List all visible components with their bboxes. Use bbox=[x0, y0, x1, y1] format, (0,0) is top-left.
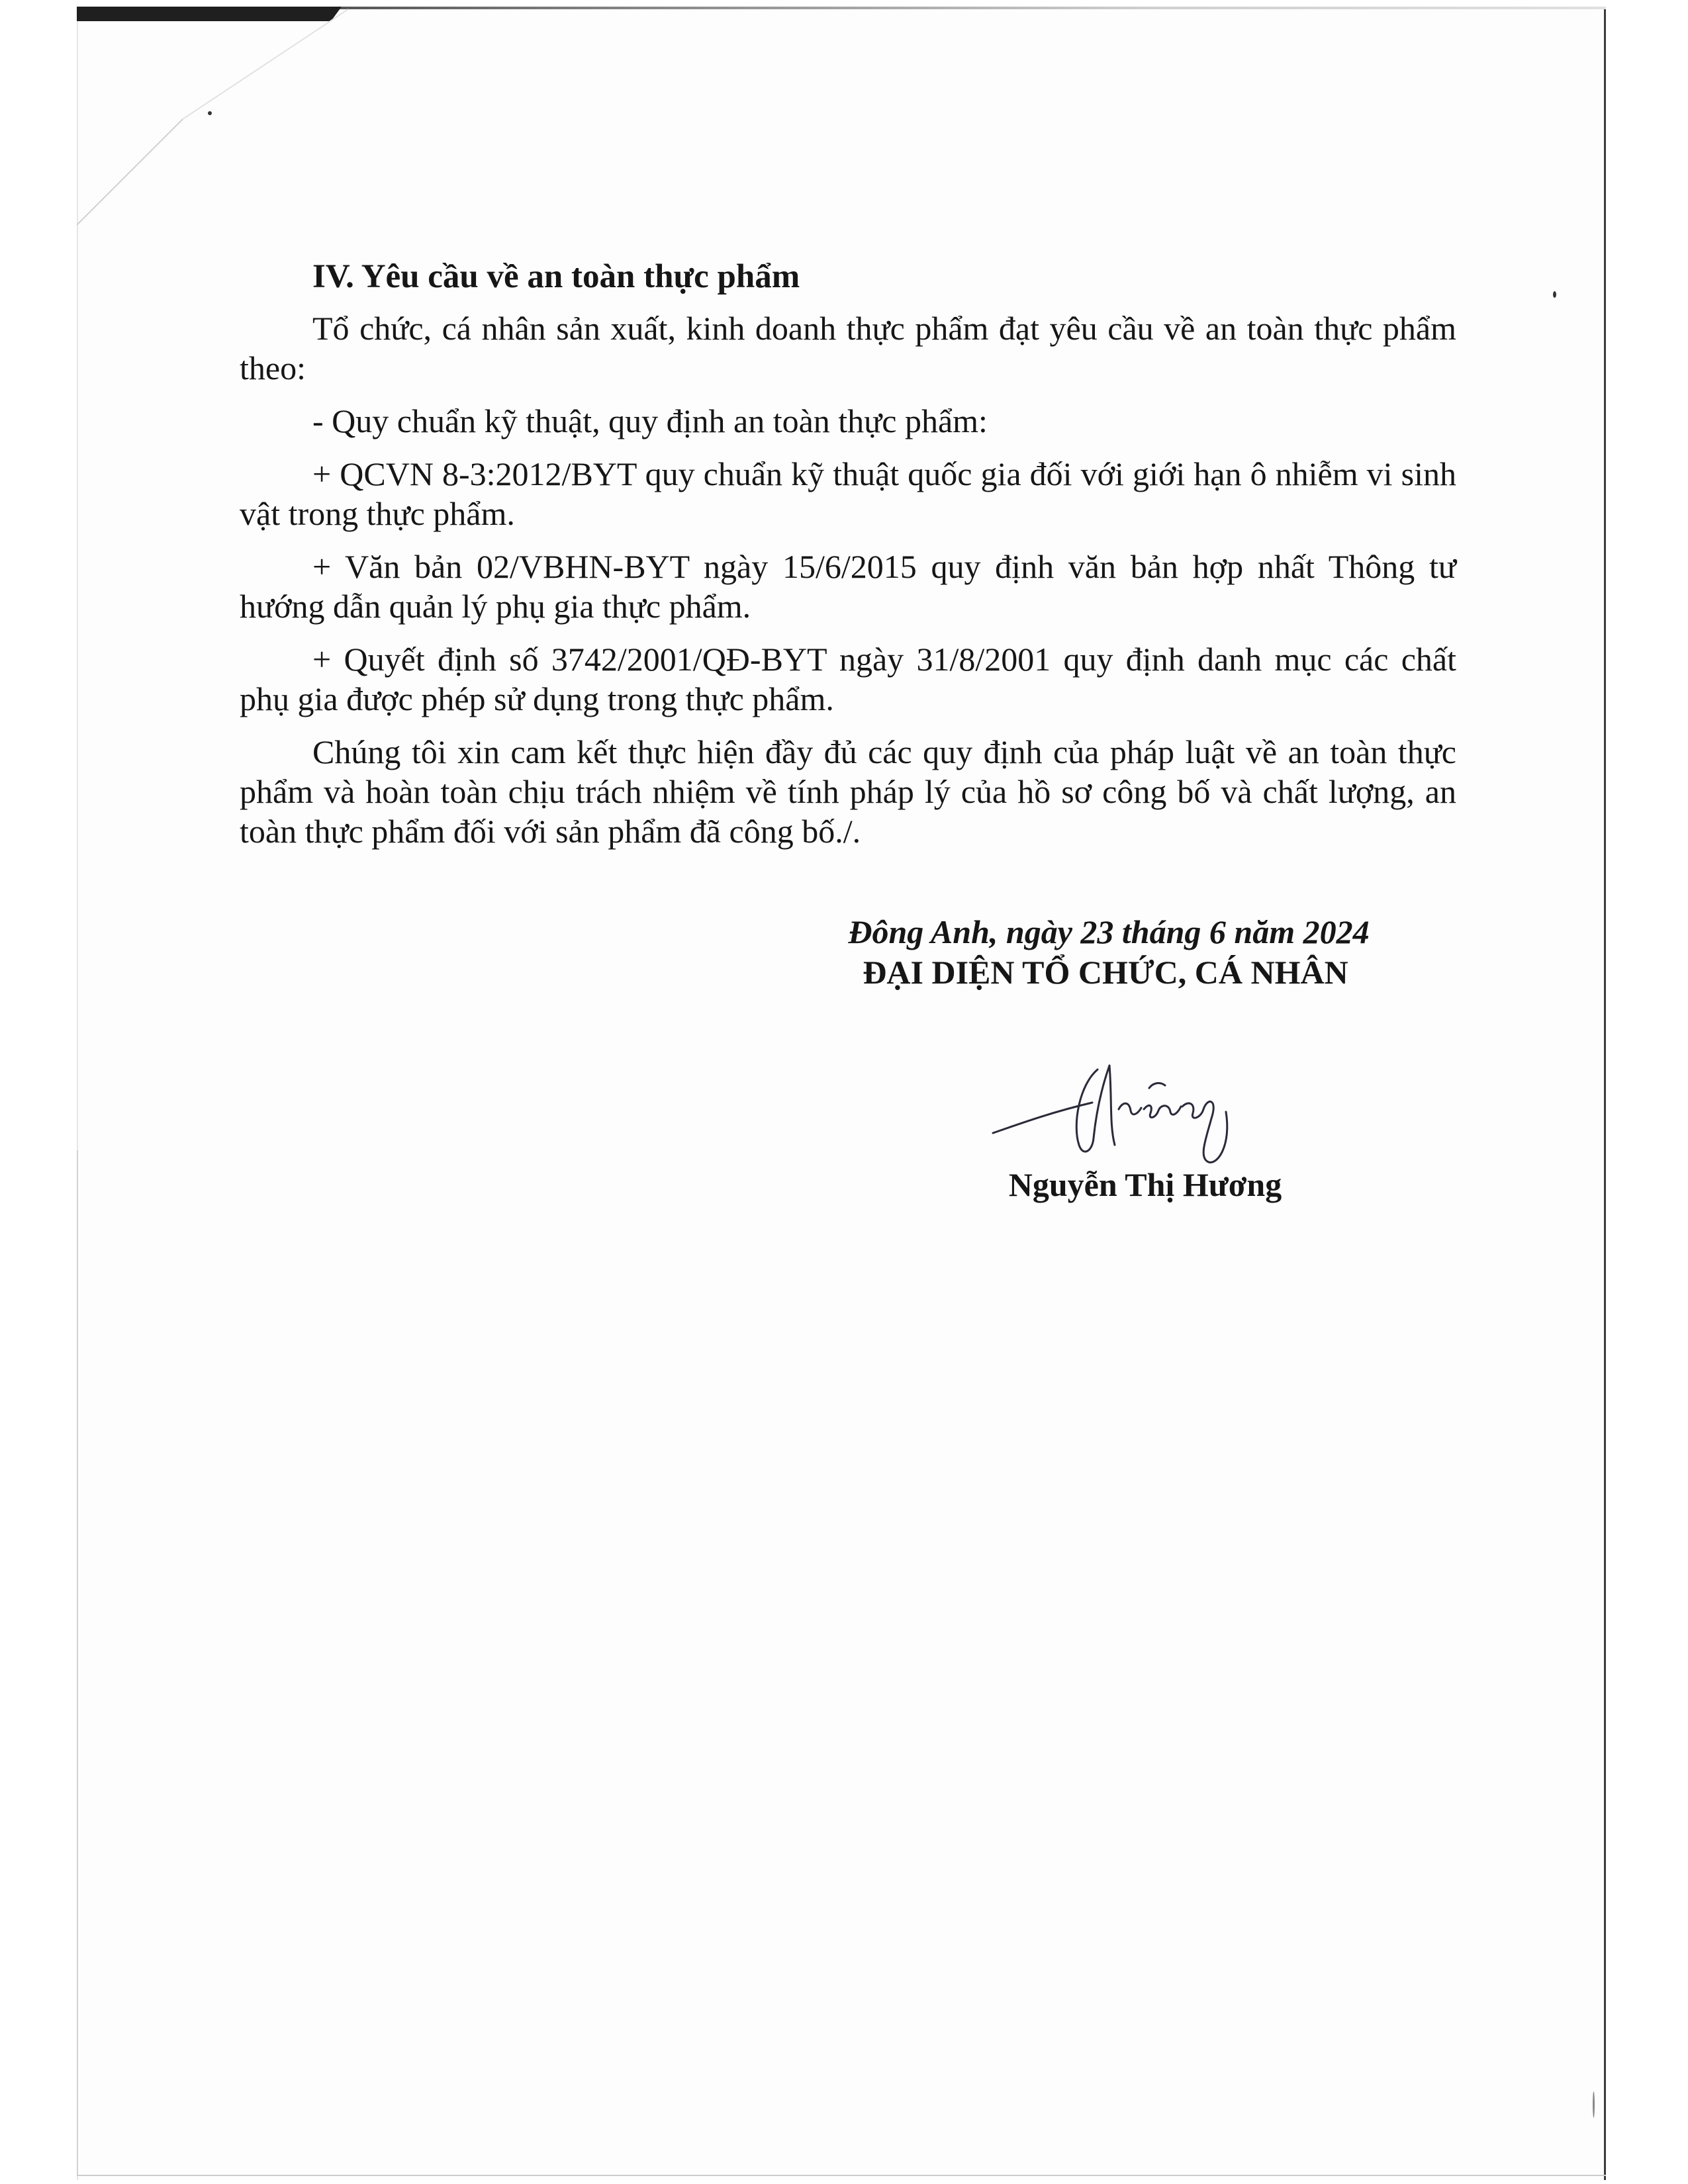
signature-block bbox=[728, 912, 1470, 993]
paragraph: + QCVN 8-3:2012/BYT quy chuẩn kỹ thuật quốc gia đối với giới hạn ô nhiễm vi sinh vật trong thực phẩm. bbox=[240, 455, 1456, 532]
paragraph: Tổ chức, cá nhân sản xuất, kinh doanh thực phẩm đạt yêu cầu về an toàn thực phẩm theo: bbox=[240, 310, 1456, 387]
signer-name: Nguyễn Thị Hương bbox=[1008, 1166, 1282, 1203]
handwritten-signature bbox=[980, 1046, 1297, 1171]
paragraph: + Quyết định số 3742/2001/QĐ-BYT ngày 31/8/2001 quy định danh mục các chất phụ gia được phép sử dụng trong thực phẩm. bbox=[240, 641, 1456, 717]
paragraph: + Văn bản 02/VBHN-BYT ngày 15/6/2015 quy định văn bản hợp nhất Thông tư hướng dẫn quản lý phụ gia thực phẩm. bbox=[240, 548, 1456, 625]
scan-left-edge bbox=[77, 1150, 78, 2176]
signature-title: ĐẠI DIỆN TỔ CHỨC, CÁ NHÂN bbox=[863, 954, 1348, 991]
scan-speck bbox=[208, 111, 212, 115]
scan-speck bbox=[1553, 291, 1556, 298]
scan-bottom-edge bbox=[77, 2175, 1606, 2176]
document-body bbox=[240, 257, 1456, 864]
scan-corner-shadow bbox=[77, 7, 342, 21]
paragraph: - Quy chuẩn kỹ thuật, quy định an toàn thực phẩm: bbox=[312, 402, 988, 439]
scan-speck bbox=[1593, 2091, 1595, 2118]
section-heading: IV. Yêu cầu về an toàn thực phẩm bbox=[312, 258, 800, 295]
paragraph: Chúng tôi xin cam kết thực hiện đầy đủ các quy định của pháp luật về an toàn thực phẩm và hoàn toàn chịu trách nhiệm về tính pháp lý của hồ sơ công bố và chất lượng, an toàn thực phẩm đối với sản phẩm đã công bố./. bbox=[240, 733, 1456, 850]
signature-date: Đông Anh, ngày 23 tháng 6 năm 2024 bbox=[848, 913, 1370, 950]
